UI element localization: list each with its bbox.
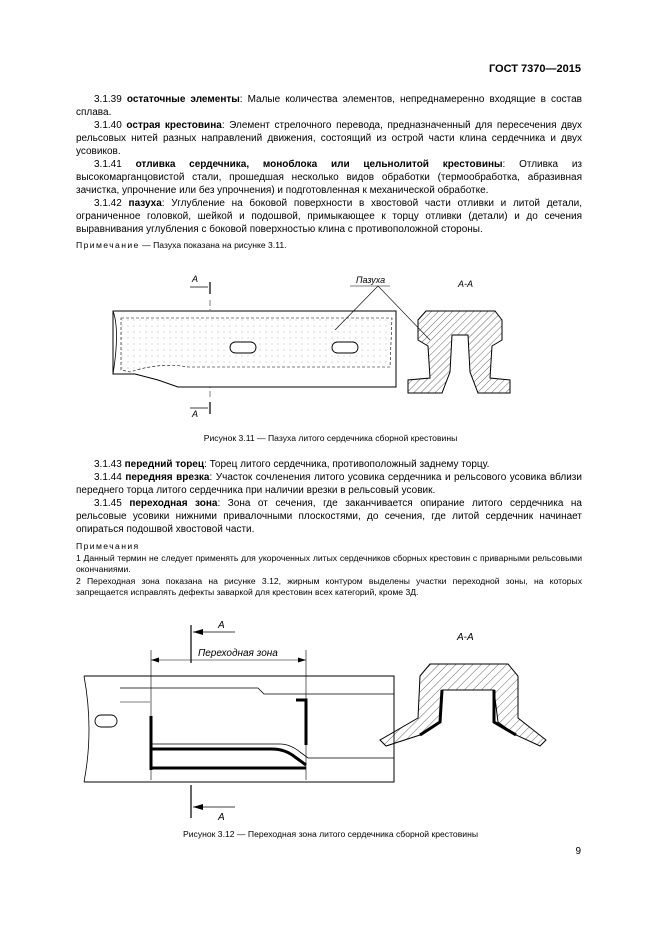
term: передняя врезка [125, 472, 210, 483]
definition-3-1-42: 3.1.42 пазуха: Углубление на боковой поверхности в хвостовой части отливки и литой детали, ограниченное головкой, шейкой и подошвой, примыкающее к торцу отливки (детали) и до сечения выравнивания углубления с боковой поверхностью клина с противоположной стороны. [76, 198, 582, 235]
page-number: 9 [575, 846, 581, 857]
section-arrow-bottom [193, 804, 203, 810]
section-label-a-top: А [218, 620, 225, 631]
figure-3-12-caption: Рисунок 3.12 — Переходная зона литого сердечника сборной крестовины [183, 829, 478, 839]
figure-3-11 [0, 262, 661, 442]
definition-3-1-43: 3.1.43 передний торец: Торец литого сердечника, противоположный заднему торцу. [94, 459, 490, 470]
note-1: Примечание — Пазуха показана на рисунке 3.11. [76, 240, 287, 250]
transition-zone-label: Переходная зона [198, 648, 278, 659]
note-item-1: 1 Данный термин не следует применять для укороченных литых сердечников сборных крестовин с приварными рельсовыми окончаниями. [76, 552, 582, 574]
term: остаточные элементы [126, 94, 240, 105]
bolt-hole [332, 342, 358, 353]
bolt-hole [230, 342, 256, 353]
rail-cross-section [408, 311, 510, 393]
standard-header: ГОСТ 7370—2015 [488, 63, 581, 75]
pazukha-label: Пазуха [356, 275, 386, 285]
rail-cross-section [380, 664, 546, 746]
term: пазуха [128, 198, 162, 209]
section-label-a-bottom: А [192, 409, 199, 419]
term: переходная зона [129, 498, 218, 509]
definitions-block-2 [76, 458, 582, 599]
section-aa-label: А-А [458, 279, 474, 289]
casting-side-view [113, 286, 430, 387]
section-aa-label: А-А [457, 632, 474, 643]
figure-3-12 [0, 612, 661, 822]
figure-3-11-caption: Рисунок 3.11 — Пазуха литого сердечника сборной крестовины [203, 433, 458, 443]
term: острая крестовина [126, 120, 222, 131]
definition-3-1-39: 3.1.39 остаточные элементы: Малые количества элементов, непреднамеренно входящие в состав сплава. [76, 94, 582, 118]
definition-3-1-45: 3.1.45 переходная зона: Зона от сечения, где заканчивается опирание литого сердечника на рельсовые усовики нижними привалочными плоскостями, до сечения, где литой сердечник начинает опираться подошвой хвостовой части. [76, 498, 582, 535]
definition-3-1-40: 3.1.40 острая крестовина: Элемент стрелочного перевода, предназначенный для пересечения двух рельсовых нитей разных направлений движения, состоящий из острой части клина сердечника и двух усовиков. [76, 120, 583, 157]
definition-3-1-44: 3.1.44 передняя врезка: Участок сочленения литого усовика сердечника и рельсового усовика вблизи переднего торца литого сердечника при наличии врезки в рельсовый усовик. [76, 472, 582, 496]
note-item-2: 2 Переходная зона показана на рисунке 3.12, жирным контуром выделены участки переходной зоны, на которых запрещается исправлять дефекты заваркой для крестовин всех категорий, кроме 3Д. [76, 575, 582, 597]
definitions-block-1 [76, 93, 582, 252]
notes-heading: Примечания [76, 541, 140, 551]
term: передний торец [124, 459, 205, 470]
definition-3-1-41: 3.1.41 отливка сердечника, моноблока или цельнолитой крестовины: Отливка из высокомарганцовистой стали, прошедшая несколько видов обработки (термообработка, абразивная зачистка, упрочнение или без упрочнения) и подготовленная к механической обработке. [76, 159, 582, 196]
casting-side-view [84, 676, 394, 782]
section-label-a-bottom: А [218, 812, 225, 822]
bolt-hole [95, 715, 117, 727]
term: отливка сердечника, моноблока или цельнолитой крестовины [135, 159, 503, 170]
section-label-a-top: А [192, 274, 199, 284]
section-arrow-top [193, 629, 203, 635]
